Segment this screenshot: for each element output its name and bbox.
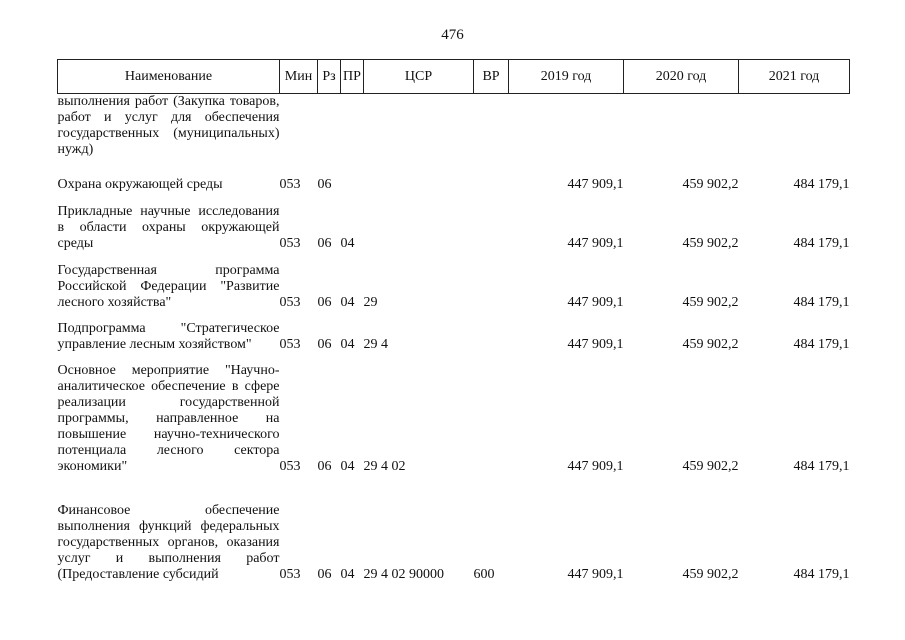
row-name: Финансовое обеспечение выполнения функций федеральных государственных органов, оказания услуг и выполнения работ (Предоставление субсидий <box>57 503 280 582</box>
row-csr <box>364 158 474 193</box>
row-csr: 29 4 02 <box>363 459 406 474</box>
row-name: выполнения работ (Закупка товаров, работ и услуг для обеспечения государственных (муниципальных) нужд) <box>57 94 280 157</box>
row-2020: 459 902,2 <box>682 459 739 474</box>
row-2019: 447 909,1 <box>567 567 624 582</box>
row-2020 <box>624 94 739 159</box>
row-csr: 29 4 <box>363 337 388 352</box>
row-min: 053 <box>279 459 301 474</box>
row-min <box>280 94 318 159</box>
col-header-csr: ЦСР <box>364 60 474 94</box>
table-row <box>58 158 850 193</box>
row-vr: 600 <box>473 567 495 582</box>
table-row <box>58 193 850 252</box>
row-vr <box>474 193 509 252</box>
col-header-2019: 2019 год <box>509 60 624 94</box>
row-2021: 484 179,1 <box>793 177 850 192</box>
table-row <box>58 311 850 353</box>
row-csr <box>364 193 474 252</box>
row-2019: 447 909,1 <box>567 337 624 352</box>
row-pr: 04 <box>340 337 355 352</box>
row-name: Государственная программа Российской Федерации "Развитие лесного хозяйства" <box>57 263 280 310</box>
row-vr <box>474 311 509 353</box>
row-2021: 484 179,1 <box>793 459 850 474</box>
table-row <box>58 252 850 311</box>
row-2020: 459 902,2 <box>682 337 739 352</box>
row-2019: 447 909,1 <box>567 177 624 192</box>
row-pr: 04 <box>340 295 355 310</box>
row-pr: 04 <box>340 459 355 474</box>
row-2020: 459 902,2 <box>682 177 739 192</box>
col-header-pr: ПР <box>341 60 364 94</box>
row-2020: 459 902,2 <box>682 567 739 582</box>
row-csr: 29 <box>363 295 378 310</box>
row-vr <box>474 252 509 311</box>
row-min: 053 <box>279 236 301 251</box>
budget-table <box>57 59 850 583</box>
row-2019: 447 909,1 <box>567 459 624 474</box>
row-rz: 06 <box>317 337 332 352</box>
row-csr: 29 4 02 90000 <box>363 567 444 582</box>
row-2020: 459 902,2 <box>682 295 739 310</box>
row-name: Основное мероприятие "Научно-аналитическое обеспечение в сфере реализации государственной программы, направленное на повышение научно-технического потенциала лесного сектора экономики" <box>57 363 280 474</box>
row-vr <box>474 158 509 193</box>
table-header-row <box>58 60 850 94</box>
row-name: Подпрограмма "Стратегическое управление лесным хозяйством" <box>57 321 280 352</box>
col-header-2021: 2021 год <box>739 60 850 94</box>
col-header-name: Наименование <box>58 60 280 94</box>
row-2020: 459 902,2 <box>682 236 739 251</box>
row-2019 <box>509 94 624 159</box>
row-min: 053 <box>279 295 301 310</box>
row-2021: 484 179,1 <box>793 337 850 352</box>
row-2021: 484 179,1 <box>793 236 850 251</box>
row-csr <box>364 94 474 159</box>
table-row <box>58 475 850 583</box>
row-pr: 04 <box>340 567 355 582</box>
row-rz: 06 <box>317 459 332 474</box>
col-header-2020: 2020 год <box>624 60 739 94</box>
row-vr <box>474 94 509 159</box>
col-header-vr: ВР <box>474 60 509 94</box>
row-rz: 06 <box>317 236 332 251</box>
row-rz: 06 <box>317 567 332 582</box>
row-min: 053 <box>279 177 301 192</box>
row-2019: 447 909,1 <box>567 295 624 310</box>
table-row <box>58 353 850 475</box>
row-pr <box>341 158 364 193</box>
row-2021 <box>739 94 850 159</box>
page-number: 476 <box>441 27 464 43</box>
row-rz: 06 <box>317 177 332 192</box>
row-vr <box>474 353 509 475</box>
table-row <box>58 94 850 159</box>
row-rz: 06 <box>317 295 332 310</box>
row-2021: 484 179,1 <box>793 567 850 582</box>
col-header-rz: Рз <box>318 60 341 94</box>
row-pr: 04 <box>340 236 355 251</box>
row-2019: 447 909,1 <box>567 236 624 251</box>
row-name: Охрана окружающей среды <box>57 177 223 192</box>
row-rz <box>318 94 341 159</box>
row-2021: 484 179,1 <box>793 295 850 310</box>
row-pr <box>341 94 364 159</box>
row-min: 053 <box>279 337 301 352</box>
row-name: Прикладные научные исследования в области охраны окружающей среды <box>57 204 280 251</box>
row-min: 053 <box>279 567 301 582</box>
col-header-min: Мин <box>280 60 318 94</box>
